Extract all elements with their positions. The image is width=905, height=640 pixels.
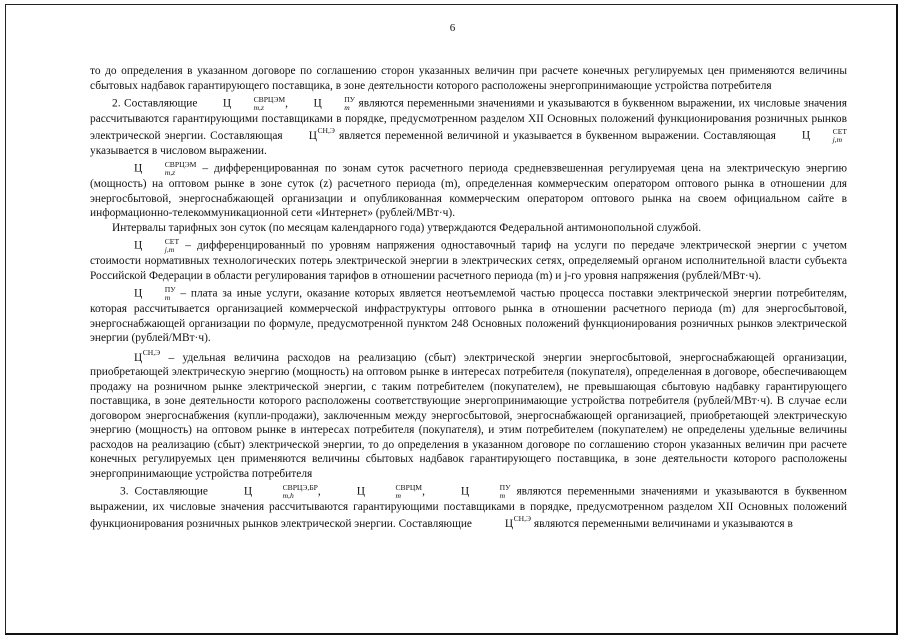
symbol-c-svrtsm: Ц СВРЦМ m — [356, 483, 423, 501]
symbol-c-set: Ц СЕТ j,m — [134, 237, 180, 255]
definition-set — [90, 238, 847, 283]
definition-pu — [90, 286, 847, 346]
symbol-c-svrtsem: Ц СВРЦЭМ m,z — [222, 95, 286, 112]
paragraph-text: – дифференцированная по зонам суток расчетного периода средневзвешенная регулируемая цена на электрическую энергию (мощность) на оптовом рынке в зоне суток (z) расчетного периода (m), определенная коммерческим оператором оптового рынка в отношении для энергосбытовой, энергоснабжающей организации и опубликованная коммерческим оператором оптового рынка на своем официальном сайте в информационно-телекоммуникационной сети «Интернет» (рублей/МВт·ч). — [90, 163, 847, 220]
paragraph-text: то до определения в указанном договоре по соглашению сторон указанных величин при расчете конечных регулируемых цен применяются величины сбытовых надбавок гарантирующего поставщика, в зоне деятельности которого расположены энергопринимающие устройства потребителя — [90, 65, 847, 92]
symbol-c-pu: Ц ПУ m — [460, 483, 511, 501]
symbol-c-sne: $Ц^{СН,Э}$ — [308, 125, 335, 142]
paragraph-text: 2. Составляющие — [112, 97, 201, 110]
paragraph-text: являются переменными значениями и указываются в буквенном выражении, их числовые значения рассчитываются гарантирующими поставщиками в порядке, предусмотренном разделом XII Основных положений функционирования розничных рынков электрической энергии. Составляющая — [90, 97, 847, 142]
page-number: 6 — [449, 22, 456, 34]
paragraph-text: – удельная величина расходов на реализацию (сбыт) электрической энергии энергосбытовой, энергоснабжающей организации, приобретающей электрическую энергию (мощность) на оптовом рынке в интересах потребителя (покупателя), определенная в договоре, обеспечивающем продажу на розничном рынке электрической энергии, с таким потребителем (покупателем), не превышающая сбытовую надбавку гарантирующего поставщика, в зоне деятельности которого расположены соответствующие энергопринимающие устройства потребителя (рублей/МВт·ч). В случае если договором энергоснабжения (купли-продажи), заключенным между энергосбытовой, энергоснабжающей организацией, приобретающей электрическую энергию (мощность) на оптовом рынке в интересах потребителя (покупателя), и этим потребителем (покупателем) не определены удельные величины расходов на реализацию (сбыт) электрической энергии, то до определения в указанном договоре по соглашению сторон указанных величин при расчете конечных регулируемых цен применяются величины сбытовых надбавок гарантирующего поставщика, в зоне деятельности которого расположены энергопринимающие устройства потребителя — [90, 351, 847, 480]
paragraph-continuation — [90, 64, 847, 93]
paragraph-text: , — [317, 486, 327, 498]
document-body — [90, 64, 847, 531]
paragraph-text: , — [285, 97, 292, 110]
symbol-c-pu: Ц ПУ m — [134, 285, 176, 303]
paragraph-tariff-zones — [90, 221, 847, 236]
symbol-c-svrtsem: Ц СВРЦЭМ m,z — [134, 160, 197, 178]
symbol-c-set: Ц СЕТ j,m — [801, 126, 847, 144]
symbol-c-pu: Ц ПУ m — [313, 95, 356, 112]
paragraph-text: – дифференцированный по уровням напряжения одноставочный тариф на услуги по передаче электрической энергии с учетом стоимости нормативных технологических потерь электрической энергии в электрических сетях, определяемый органом исполнительной власти субъекта Российской Федерации в области регулирования тарифов в отношении расчетного периода (m) и j-го уровня напряжения (рублей/МВт·ч). — [90, 240, 847, 282]
symbol-c-sne: $Ц^{СН,Э}$ — [504, 513, 532, 530]
definition-svrtsem — [90, 161, 847, 221]
definition-sne — [90, 349, 847, 482]
paragraph-text: – плата за иные услуги, оказание которых является неотъемлемой частью процесса поставки электрической энергии потребителям, которая рассчитывается организацией коммерческой инфраструктуры оптового рынка в отношении расчетного периода (m) для энергосбытовой, энергоснабжающей организации по формуле, предусмотренной пунктом 248 Основных положений функционирования розничных рынков электрической энергии (рублей/МВт·ч). — [90, 288, 847, 345]
paragraph-text: , — [422, 486, 431, 498]
paragraph-text: указывается в числовом выражении. — [90, 144, 267, 157]
paragraph-text: являются переменными величинами и указываются в — [531, 517, 793, 530]
symbol-c-svrtseb: Ц СВРЦЭ,БР m,h — [243, 483, 318, 501]
paragraph-text: является переменной величиной и указывается в буквенном выражении. Составляющая — [334, 129, 780, 142]
paragraph-text: Интервалы тарифных зон суток (по месяцам календарного года) утверждаются Федеральной антимонопольной службой. — [112, 221, 702, 234]
paragraph-item-2 — [90, 96, 847, 158]
paragraph-text: 3. Составляющие — [120, 486, 214, 498]
symbol-c-sne: $Ц^{СН,Э}$ — [134, 347, 161, 364]
paragraph-text: являются переменными значениями и указываются в буквенном выражении, их числовые значения рассчитываются гарантирующими поставщиками в порядке, предусмотренном разделом XII Основных положений функционирования розничных рынков электрической энергии. Составляющие — [90, 486, 847, 530]
paragraph-item-3 — [90, 484, 847, 531]
